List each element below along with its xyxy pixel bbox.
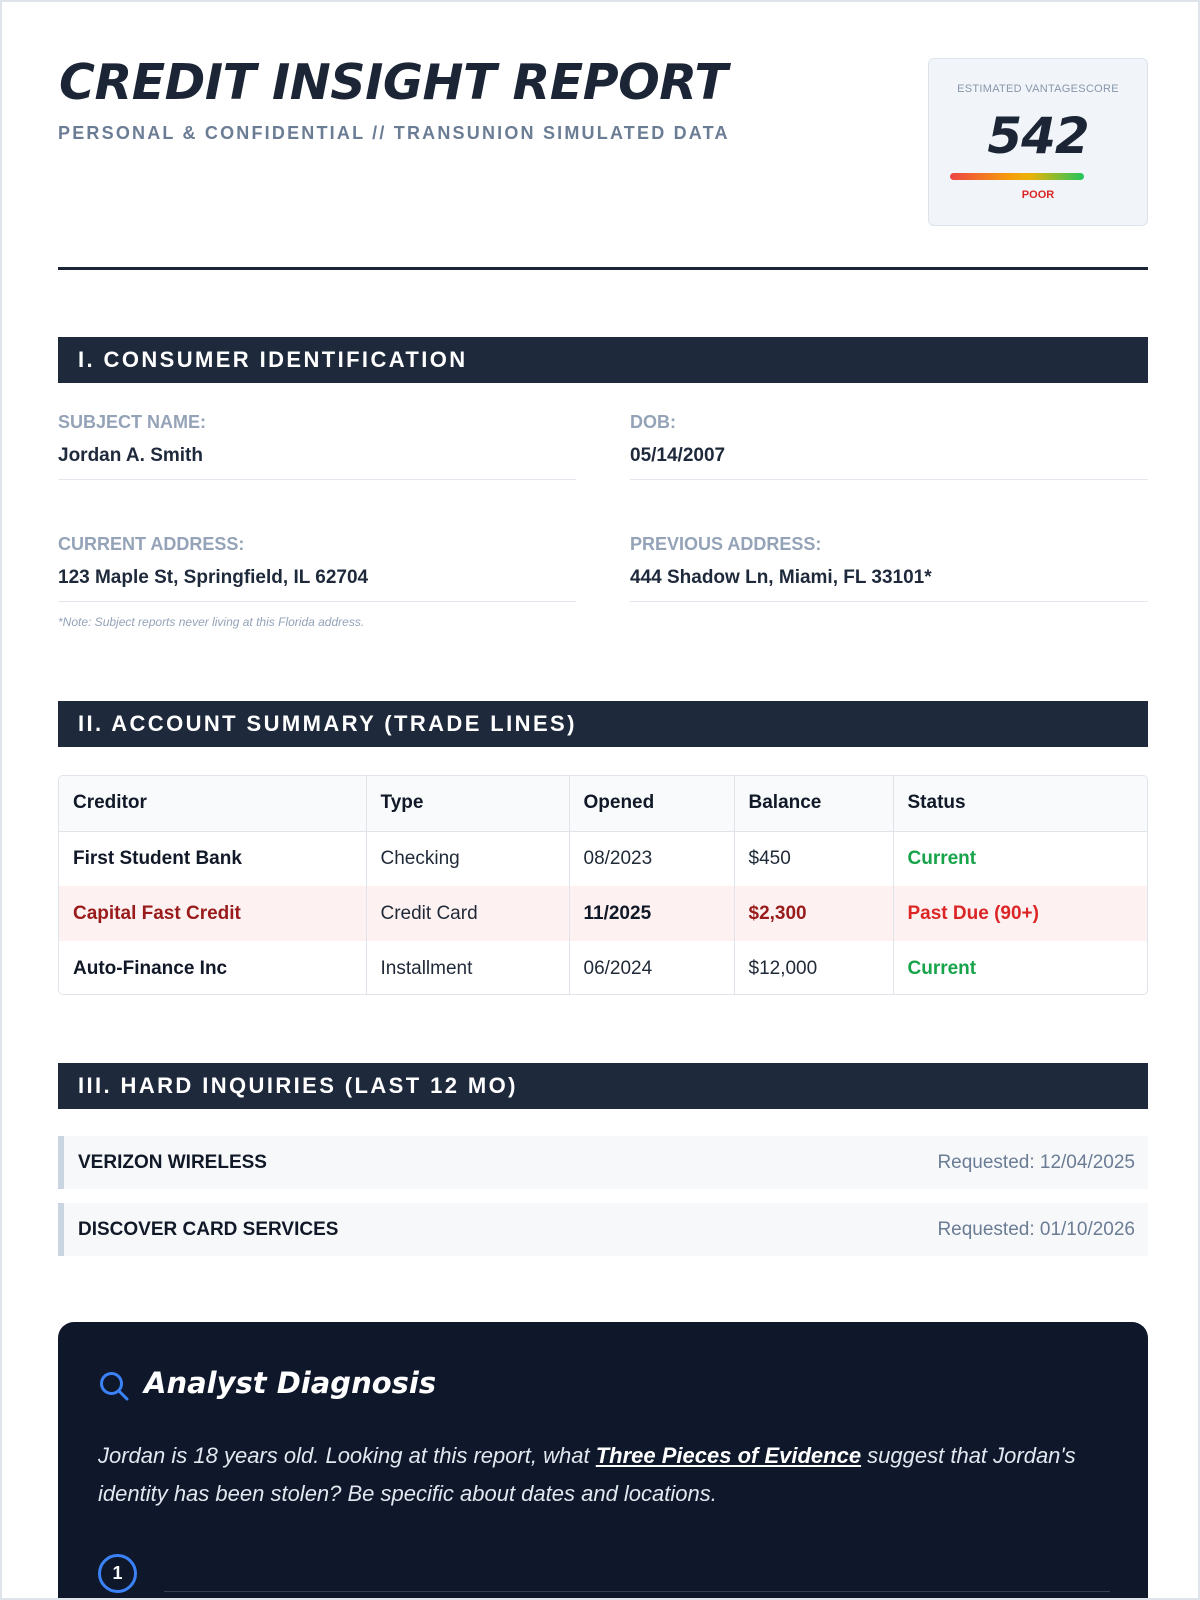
evidence-answer-line[interactable] (164, 1591, 1110, 1592)
inquiry-name: DISCOVER CARD SERVICES (78, 1219, 339, 1240)
header-divider (58, 267, 1148, 270)
previous-address-label: PREVIOUS ADDRESS: (630, 534, 822, 554)
type-cell: Credit Card (366, 886, 569, 941)
section-account-summary-header: II. ACCOUNT SUMMARY (TRADE LINES) (58, 701, 1148, 747)
section-hard-inquiries-header: III. HARD INQUIRIES (LAST 12 MO) (58, 1063, 1148, 1109)
table-row-flagged (59, 886, 1147, 941)
question-outro: suggest that Jordan's identity has been stolen? Be specific about dates and locations. (98, 1443, 1076, 1506)
subject-name-label: SUBJECT NAME: (58, 412, 207, 432)
previous-address-value: 444 Shadow Ln, Miami, FL 33101* (630, 567, 932, 588)
analyst-diagnosis-panel (58, 1322, 1148, 1600)
score-rating: POOR (1021, 189, 1055, 201)
opened-cell: 11/2025 (569, 886, 734, 941)
subject-name-value: Jordan A. Smith (58, 445, 203, 466)
analyst-title: Analyst Diagnosis (144, 1366, 437, 1400)
type-cell: Checking (366, 831, 569, 886)
report-subtitle: PERSONAL & CONFIDENTIAL // TRANSUNION SIMULATED DATA (58, 123, 730, 143)
balance-cell: $2,300 (734, 886, 893, 941)
balance-cell: $12,000 (734, 941, 893, 995)
status-cell: Current (907, 847, 977, 869)
column-header-creditor: Creditor (59, 776, 366, 831)
inquiry-item (58, 1203, 1148, 1256)
type-cell: Installment (366, 941, 569, 995)
previous-address-field (630, 534, 1148, 602)
evidence-number-badge: 1 (98, 1554, 137, 1593)
current-address-value: 123 Maple St, Springfield, IL 62704 (58, 567, 369, 588)
inquiry-date: Requested: 12/04/2025 (937, 1152, 1135, 1173)
section-consumer-identification-header: I. CONSUMER IDENTIFICATION (58, 337, 1148, 383)
column-header-type: Type (366, 776, 569, 831)
analyst-question (98, 1437, 1078, 1513)
inquiry-date: Requested: 01/10/2026 (937, 1219, 1135, 1240)
creditor-cell: First Student Bank (59, 831, 366, 886)
column-header-status: Status (893, 776, 1147, 831)
table-row (59, 831, 1147, 886)
opened-cell: 08/2023 (569, 831, 734, 886)
dob-value: 05/14/2007 (630, 445, 726, 466)
score-label: ESTIMATED VANTAGESCORE (957, 83, 1119, 95)
balance-cell: $450 (734, 831, 893, 886)
opened-cell: 06/2024 (569, 941, 734, 995)
status-cell: Past Due (90+) (907, 902, 1039, 924)
current-address-field (58, 534, 576, 602)
score-card (928, 58, 1148, 226)
score-value: 542 (987, 107, 1089, 165)
address-note: *Note: Subject reports never living at this Florida address. (58, 615, 365, 629)
report-title: CREDIT INSIGHT REPORT (59, 54, 728, 111)
inquiry-item (58, 1136, 1148, 1189)
column-header-opened: Opened (569, 776, 734, 831)
current-address-label: CURRENT ADDRESS: (58, 534, 245, 554)
subject-name-field (58, 412, 576, 480)
question-intro: Jordan is 18 years old. Looking at this report, what (98, 1443, 596, 1468)
table-header-row (59, 776, 1147, 831)
creditor-cell: Auto-Finance Inc (59, 941, 366, 995)
dob-field (630, 412, 1148, 480)
dob-label: DOB: (630, 412, 676, 432)
search-icon (98, 1370, 130, 1402)
inquiry-name: VERIZON WIRELESS (78, 1152, 267, 1173)
creditor-cell: Capital Fast Credit (59, 886, 366, 941)
column-header-balance: Balance (734, 776, 893, 831)
question-emphasis: Three Pieces of Evidence (595, 1443, 862, 1468)
trade-lines-table (58, 775, 1148, 995)
table-row (59, 941, 1147, 995)
score-gauge-bar (950, 173, 1084, 180)
status-cell: Current (907, 957, 977, 979)
